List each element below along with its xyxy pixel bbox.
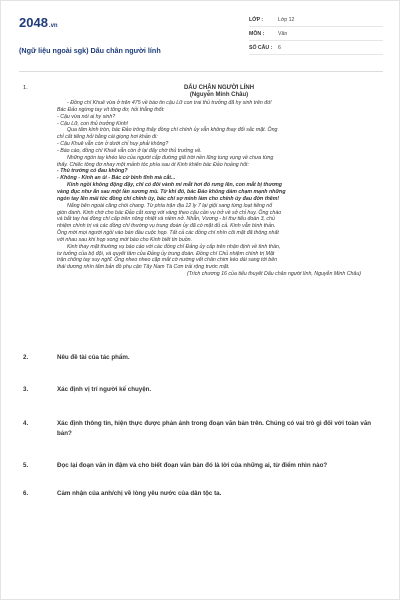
question-text: Xác định vị trí người kể chuyện. [57,386,152,393]
passage-line-bold: ngón tay lên mái tóc đồng chí chính ủy, bác chỉ sợ mình làm cho chính ủy đau đớn thêm! [57,195,280,202]
passage-line: tư tưởng của bộ đội, và quyết tâm của Đảng ủy trung đoàn. Đồng chí Chủ nhiệm chính trị Mặt [57,250,275,257]
passage-line: Qua tấm kính tròn, bác Đảo trông thấy đồng chí chính ủy vẫn không thay đổi sắc mặt. Ông [67,127,278,134]
question-number: 4. [23,420,29,427]
meta-row-class [249,13,383,27]
passage-line: thái dương nhìn tấm bản đồ phụ cận Tây Nam Tà Cơn trải rộng trước mặt. [57,264,230,271]
passage-line: Kinh thay mặt thường vụ báo cáo với các đồng chí Đảng ủy cấp trên nhận định về tình thần, [67,243,281,250]
question-number: 5. [23,462,29,469]
reading-passage [57,85,381,278]
passage-line: - Cậu vừa nói ai hy sinh? [57,113,116,120]
passage-line-bold: Kinh ngồi không động đậy, chỉ có đôi vành mi mắt hơi đỏ rưng lên, con mắt bị thương [67,182,283,189]
passage-line: - Cậu Khuê vẫn còn ở dưới chỉ huy phải không? [57,141,169,148]
passage-title: DẤU CHÂN NGƯỜI LÍNH [183,85,255,91]
passage-line: chỉ cất tiếng hỏi bằng cái giọng hơi khản đi: [57,134,158,141]
passage-line: Nắng bên ngoài căng chói chang. Từ phía trận địa 12 ly 7 lại giội sang từng loạt tiếng nổ [67,202,273,209]
site-logo[interactable] [19,15,58,30]
passage-line: trận chống tay suy nghĩ. Ông nheo nheo cặp mắt cờ nường vết chân chim kéo dài sang tới bên [57,257,278,264]
meta-value: 6 [278,44,281,51]
passage-line: với nhau sau khi họp xong mới báo cho Kinh biết tin buồn. [57,236,193,243]
meta-key: MÔN : [249,30,265,37]
passage-line: giòn đanh. Kinh chờ cho bác Đảo cắt xong với vàng theo cậu cần vụ trở về sở chỉ huy. Ông chào [57,209,282,216]
passage-author: (Nguyễn Minh Châu) [189,92,249,98]
question-number: 3. [23,386,29,393]
passage-line: Ông mời mọi người ngồi vào bàn đầu cuộc họp. Tất cả các đồng chí nhìn cõi mặt đã thông nhất [57,230,279,237]
question-text: Cảm nhận của anh/chị về lòng yêu nước của dân tộc ta. [57,490,222,497]
meta-table [249,13,383,55]
logo-suffix: .vn [48,23,58,29]
passage-line: Những ngón tay khéo léo của người cắp đường giã trời nền lũng tung vụng về chưa từng [67,154,274,161]
question-text: Xác định thông tin, hiện thực được phản ánh trong đoạn văn bản trên. Chúng có vai trò gì đối với toàn văn bản? [57,420,372,437]
meta-key: LỚP : [249,16,264,23]
passage-line: - Đồng chí Khuê vừa ở trên 475 về báo tin cậu Lữ con trai thủ trưởng đã hy sinh trên đó! [67,100,272,106]
passage-line-bold: vàng đục như ẩn sau một lần sương mù. Từ khi đó, bác Đảo không dám chạm mạnh những [57,188,286,195]
passage-line-bold: - Thủ trưởng có đau không? [57,168,128,175]
passage-line: và bắt tay hai đồng chí cấp trên nông nhiệt và niềm nở. Nhẫn, Vương - bí thư tiểu đoàn 3, chủ [57,216,275,223]
meta-value: Văn [278,30,288,37]
passage-line: Bác Đảo ngừng tay vít tông đơ, hỏi thẳng thốt: [57,106,165,113]
meta-row-count [249,41,383,55]
question-text: Nêu đề tài của tác phẩm. [57,354,130,361]
meta-key: SỐ CÂU : [249,44,273,51]
passage-line: nhiệm chính trị và các đồng chí thường vụ trung đoàn ủy đã có mặt đủ cả. Kinh vẫn bình thản. [57,223,276,230]
passage-line: - Cậu Lữ, con thủ trưởng Kinh! [57,120,129,127]
meta-row-subject [249,27,383,41]
passage-line: thấy. Chiếc tông đơ nhay một mảnh tóc phía sau ót Kinh khiến bác Đảo hoảng hốt: [57,161,249,168]
page-subtitle: (Ngữ liệu ngoài sgk) Dấu chân người lính [19,46,161,55]
question-text: Đọc lại đoạn văn in đậm và cho biết đoạn văn bản đó là lời của những ai, từ điểm nhìn nào? [57,462,328,469]
question-number: 1. [23,85,28,91]
passage-line-bold: - Không - Kinh an ủi - Bác cứ bình tĩnh mà cắt... [57,175,176,182]
question-number: 2. [23,354,29,361]
logo-main: 2048 [19,15,48,30]
header [19,13,383,63]
meta-value: Lớp 12 [278,16,295,23]
passage-source: (Trích chương 16 của tiểu thuyết Dấu chân người lính, Nguyễn Minh Châu) [187,271,361,278]
header-divider [19,71,383,72]
passage-line: - Báo cáo, đồng chí Khuê vẫn còn ở lại đấy chờ thủ trưởng về. [57,147,202,154]
question-number: 6. [23,490,29,497]
